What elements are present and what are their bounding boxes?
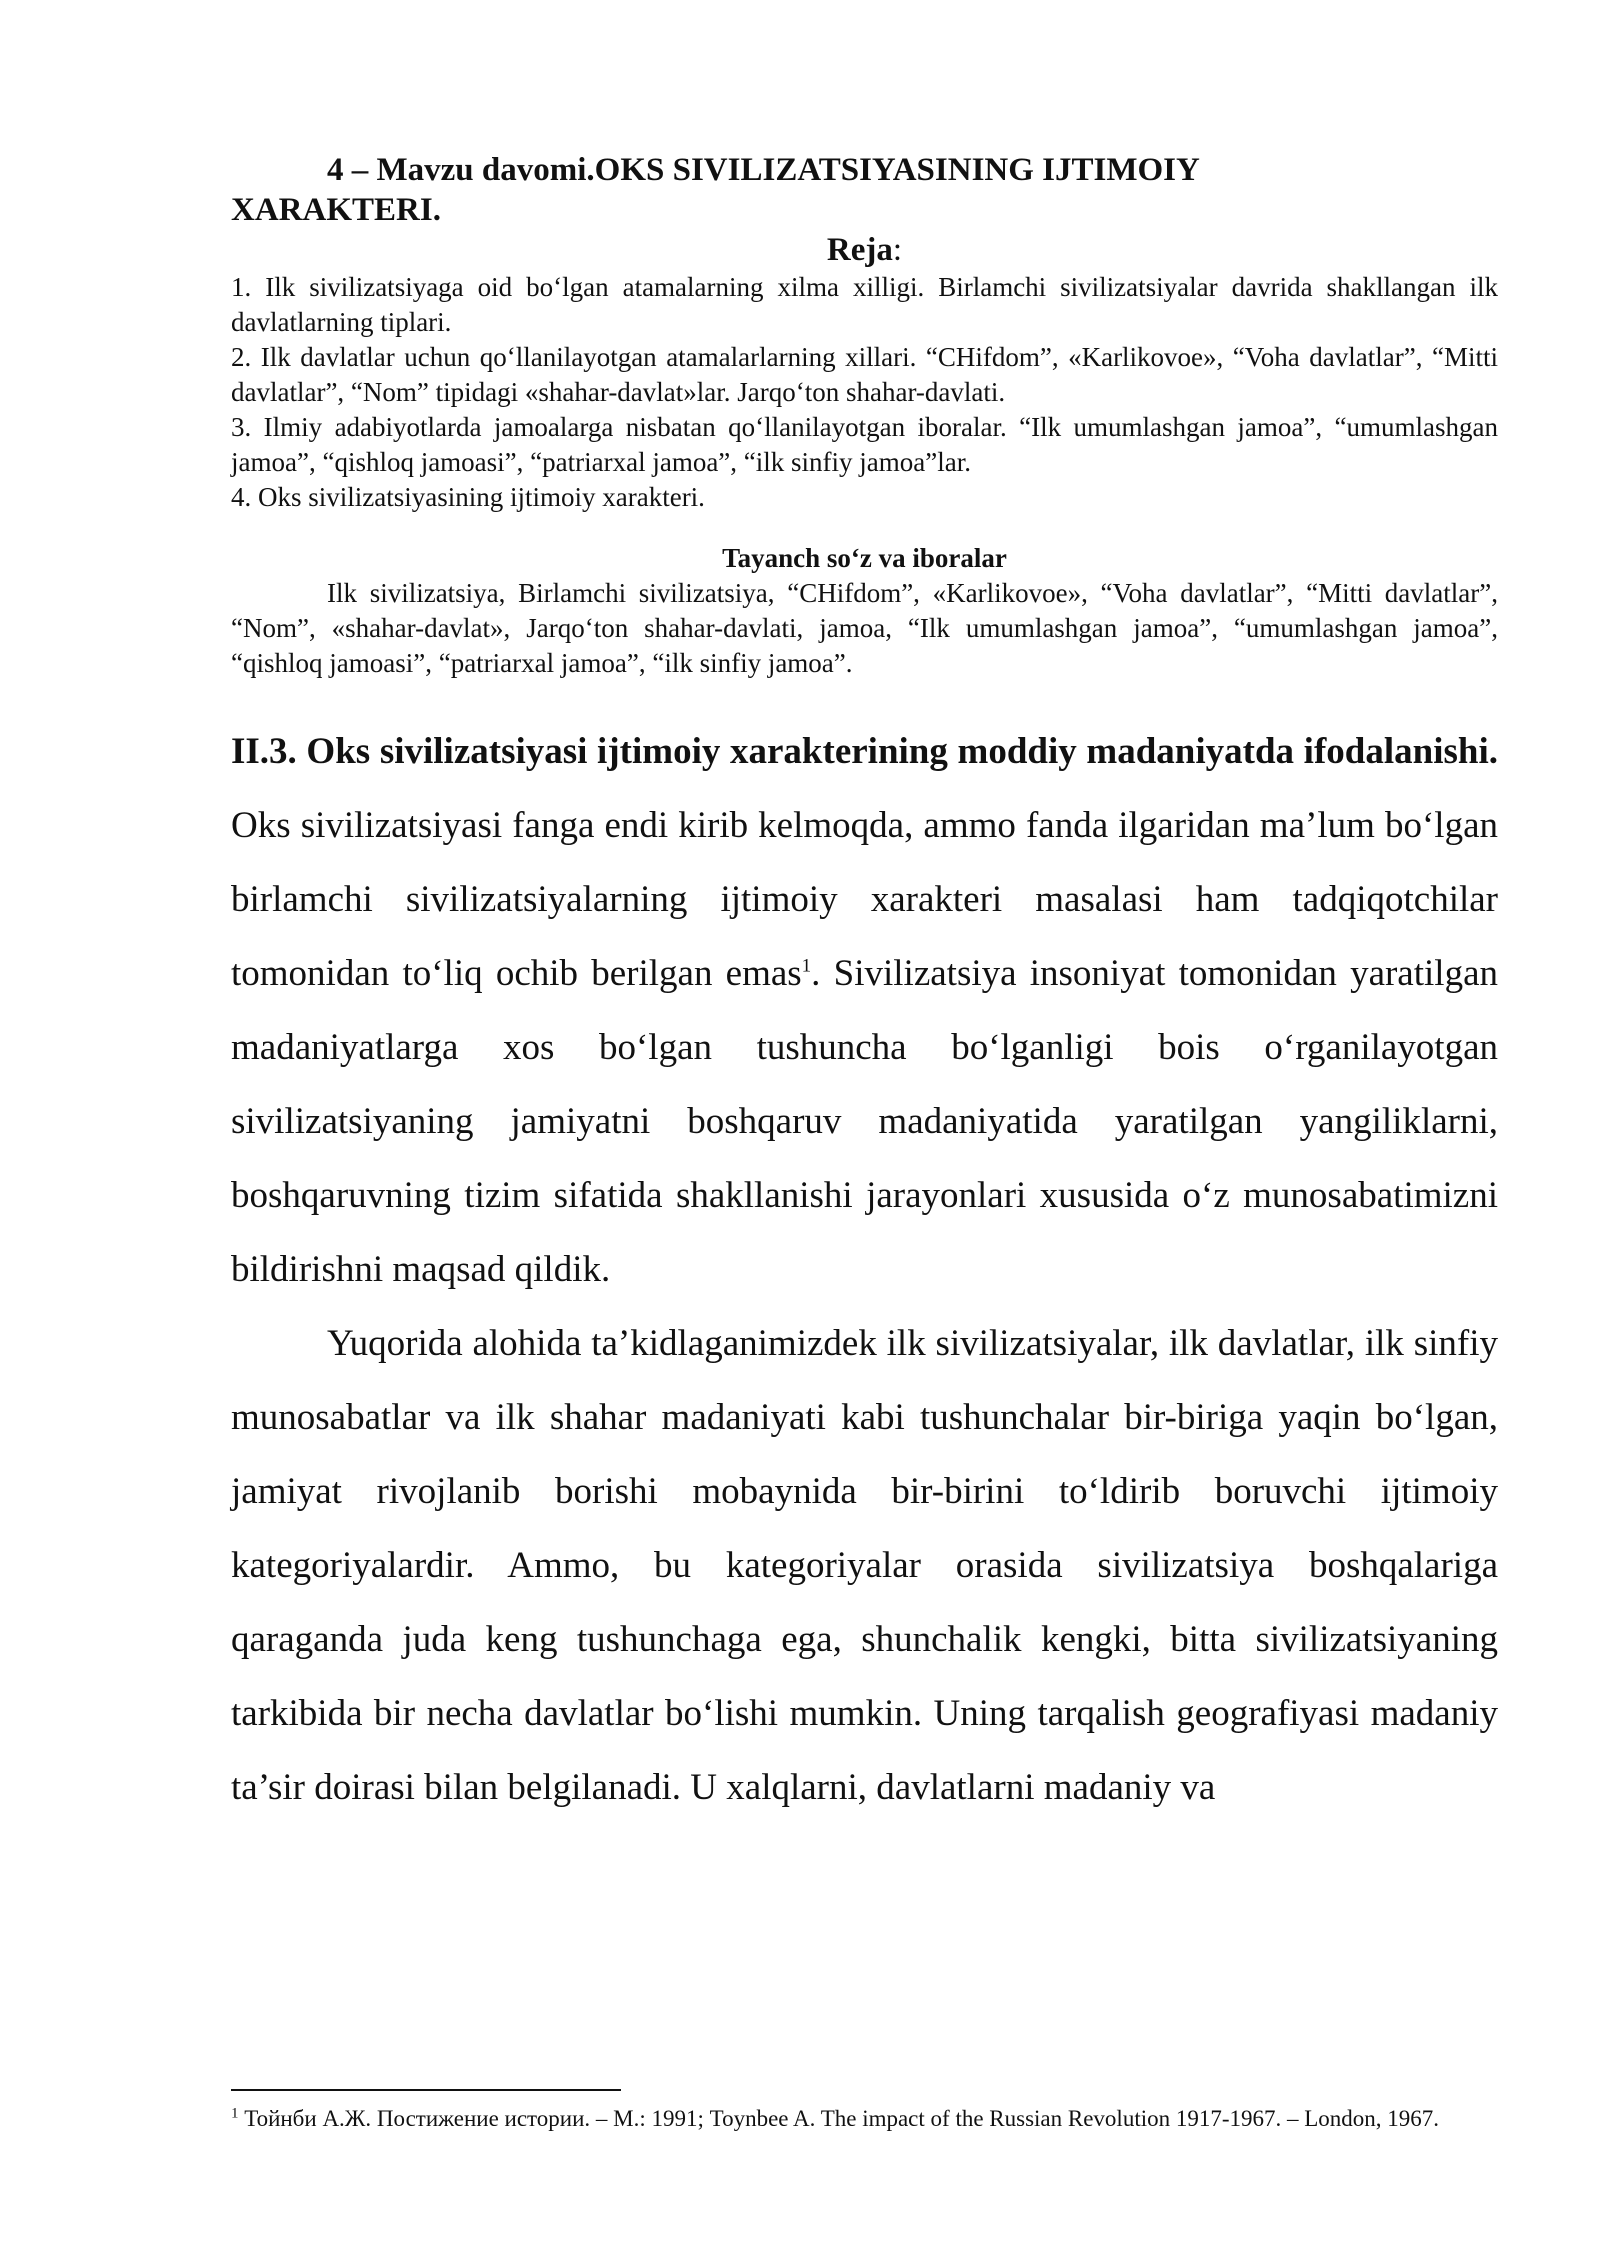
- footnote-reference[interactable]: 1: [801, 955, 812, 977]
- plan-heading-colon: :: [892, 232, 903, 268]
- document-page: [231, 150, 1498, 1825]
- keywords-text: Ilk sivilizatsiya, Birlamchi sivilizatsiya, “CHifdom”, «Karlikovoe», “Voha davlatlar”, “Mitti davlatlar”, “Nom”, «shahar-davlat», Jarqo‘ton shahar-davlati, jamoa, “Ilk umumlashgan jamoa”, “umumlashgan jamoa”, “qishloq jamoasi”, “patriarxal jamoa”, “ilk sinfiy jamoa”.: [231, 578, 1498, 678]
- footnote-mark: 1: [231, 2105, 239, 2122]
- page-title: [231, 150, 1498, 230]
- section-heading: II.3. Oks sivilizatsiyasi ijtimoiy xarakterining moddiy madaniyatda ifodalanishi.: [231, 731, 1498, 772]
- plan-heading-label: Reja: [826, 232, 893, 268]
- section-body: [231, 715, 1498, 1825]
- section-paragraph-1: [231, 715, 1498, 1307]
- plan-list: [231, 270, 1498, 515]
- section-paragraph-2: Yuqorida alohida ta’kidlaganimizdek ilk sivilizatsiyalar, ilk davlatlar, ilk sinfiy munosabatlar va ilk shahar madaniyati kabi tushunchalar bir-biriga yaqin bo‘lgan, jamiyat rivojlanib borishi mobaynida bir-birini to‘ldirib boruvchi ijtimoiy kategoriyalardir. Ammo, bu kategoriyalar orasida sivilizatsiya boshqalariga qaraganda juda keng tushunchaga ega, shunchalik kengki, bitta sivilizatsiyaning tarkibida bir necha davlatlar bo‘lishi mumkin. Uning tarqalish geografiyasi madaniy ta’sir doirasi bilan belgilanadi. U xalqlarni, davlatlarni madaniy va: [231, 1323, 1498, 1808]
- title-line-2: XARAKTERI.: [231, 192, 441, 228]
- plan-heading: [231, 230, 1498, 270]
- plan-item-4: 4. Oks sivilizatsiyasining ijtimoiy xarakteri.: [231, 482, 705, 512]
- keywords-heading: Tayanch so‘z va iboralar: [722, 543, 1007, 573]
- footnote-text: Тойнби А.Ж. Постижение истории. – М.: 1991; Toynbee A. The impact of the Russian Revolution 1917-1967. – London, 1967.: [238, 2106, 1440, 2131]
- footnote-divider: [231, 2089, 621, 2091]
- title-line-1: 4 – Mavzu davomi.OKS SIVILIZATSIYASINING IJTIMOIY: [327, 152, 1200, 188]
- plan-item-2: 2. Ilk davlatlar uchun qo‘llanilayotgan atamalarlarning xillari. “CHifdom”, «Karlikovoe», “Voha davlatlar”, “Mitti davlatlar”, “Nom” tipidagi «shahar-davlat»lar. Jarqo‘ton shahar-davlati.: [231, 342, 1498, 407]
- paragraph-1-text-b: . Sivilizatsiya insoniyat tomonidan yaratilgan madaniyatlarga xos bo‘lgan tushuncha bo‘lganligi bois o‘rganilayotgan sivilizatsiyaning jamiyatni boshqaruv madaniyatida yaratilgan yangiliklarni, boshqaruvning tizim sifatida shakllanishi jarayonlari xususida o‘z munosabatimizni bildirishni maqsad qildik.: [231, 953, 1498, 1290]
- plan-item-1: 1. Ilk sivilizatsiyaga oid bo‘lgan atamalarning xilma xilligi. Birlamchi sivilizatsiyalar davrida shakllangan ilk davlatlarning tiplari.: [231, 272, 1498, 337]
- paragraph-1-text-a: Oks sivilizatsiyasi fanga endi kirib kelmoqda, ammo fanda ilgaridan ma’lum bo‘lgan birlamchi sivilizatsiyalarning ijtimoiy xarakteri masalasi ham tadqiqotchilar tomonidan to‘liq ochib berilgan emas: [231, 805, 1498, 994]
- footnote: [231, 2103, 1498, 2135]
- plan-item-3: 3. Ilmiy adabiyotlarda jamoalarga nisbatan qo‘llanilayotgan iboralar. “Ilk umumlashgan jamoa”, “umumlashgan jamoa”, “qishloq jamoasi”, “patriarxal jamoa”, “ilk sinfiy jamoa”lar.: [231, 412, 1498, 477]
